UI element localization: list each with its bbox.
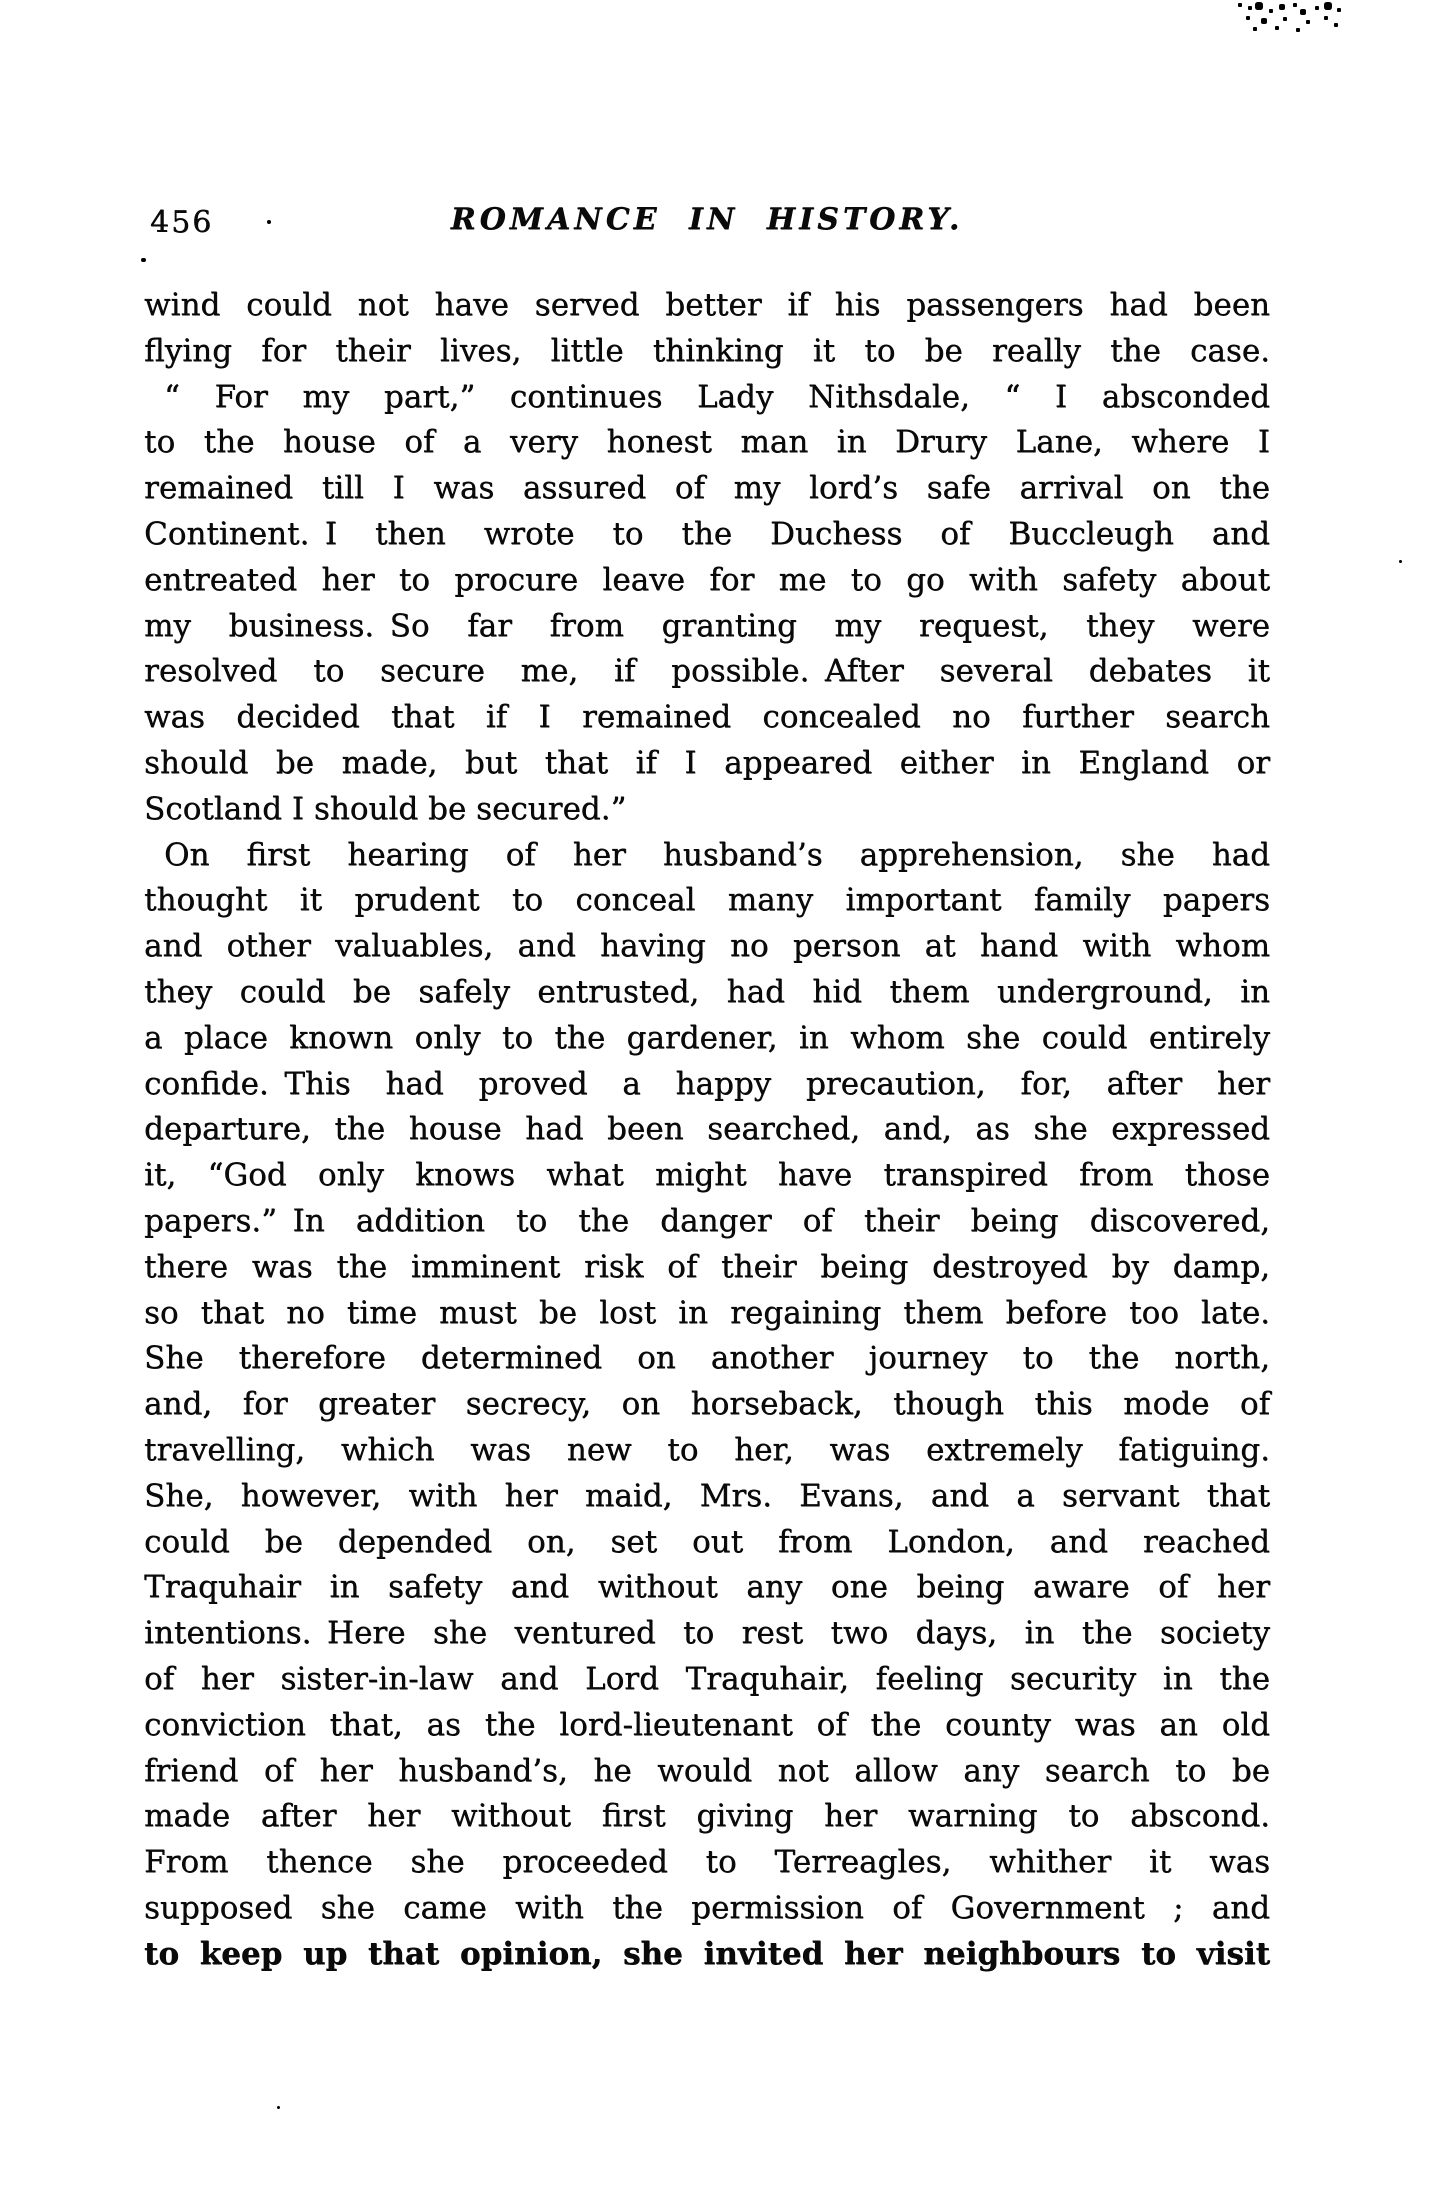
text-line: supposed she came with the permission of Government ; and <box>144 1889 1270 1926</box>
text-line: wind could not have served better if his passengers had been <box>144 287 1270 323</box>
text-line: She therefore determined on another journey to the north, <box>144 1340 1270 1377</box>
text-line: they could be safely entrusted, had hid them underground, in <box>144 973 1270 1010</box>
text-line: confide. This had proved a happy precaution, for, after her <box>144 1065 1270 1102</box>
text-line: so that no time must be lost in regaining them before too late. <box>144 1294 1270 1331</box>
text-line: and, for greater secrecy, on horseback, though this mode of <box>144 1386 1270 1423</box>
text-line: She, however, with her maid, Mrs. Evans, and a servant that <box>144 1477 1270 1514</box>
text-line: thought it prudent to conceal many important family papers <box>144 882 1270 919</box>
text-line: could be depended on, set out from London, and reached <box>144 1523 1270 1560</box>
running-title: ROMANCE IN HISTORY. <box>450 202 964 237</box>
page-body <box>144 283 1270 1977</box>
text-line: “ For my part,” continues Lady Nithsdale, “ I absconded <box>164 378 1270 415</box>
text-line: and other valuables, and having no person at hand with whom <box>144 928 1270 965</box>
text-line: was decided that if I remained concealed no further search <box>144 699 1270 736</box>
text-line: Traquhair in safety and without any one being aware of her <box>144 1569 1270 1606</box>
text-line: remained till I was assured of my lord’s safe arrival on the <box>144 470 1270 507</box>
text-line: made after her without first giving her warning to abscond. <box>144 1798 1270 1835</box>
text-line: to the house of a very honest man in Drury Lane, where I <box>144 424 1270 461</box>
text-line: to keep up that opinion, she invited her neighbours to visit <box>144 1935 1270 1972</box>
scan-speck <box>1399 560 1402 563</box>
text-line: a place known only to the gardener, in whom she could entirely <box>144 1019 1270 1056</box>
text-line: From thence she proceeded to Terreagles, whither it was <box>144 1844 1270 1881</box>
text-line: Scotland I should be secured.” <box>144 790 627 827</box>
scan-speck <box>141 258 146 262</box>
text-line: resolved to secure me, if possible. After several debates it <box>144 653 1270 690</box>
text-line: travelling, which was new to her, was extremely fatiguing. <box>144 1431 1270 1468</box>
text-line: papers.” In addition to the danger of their being discovered, <box>144 1202 1270 1239</box>
text-line: entreated her to procure leave for me to go with safety about <box>144 561 1270 598</box>
scan-speck <box>267 220 271 224</box>
text-line: On first hearing of her husband’s apprehension, she had <box>164 836 1270 873</box>
page-header <box>144 199 1270 241</box>
scan-speck <box>277 2106 280 2109</box>
text-line: intentions. Here she ventured to rest two days, in the society <box>144 1615 1270 1652</box>
scan-noise-top-right <box>1238 3 1242 7</box>
text-line: flying for their lives, little thinking it to be really the case. <box>144 332 1270 369</box>
text-line: friend of her husband’s, he would not allow any search to be <box>144 1752 1270 1789</box>
text-line: there was the imminent risk of their being destroyed by damp, <box>144 1248 1270 1285</box>
text-line: it, “God only knows what might have transpired from those <box>144 1157 1270 1194</box>
text-line: my business. So far from granting my request, they were <box>144 607 1270 644</box>
page-number: 456 <box>150 205 214 240</box>
text-line: of her sister-in-law and Lord Traquhair, feeling security in the <box>144 1660 1270 1697</box>
text-line: departure, the house had been searched, and, as she expressed <box>144 1111 1270 1148</box>
text-line: should be made, but that if I appeared either in England or <box>144 744 1270 781</box>
text-line: Continent. I then wrote to the Duchess of Buccleugh and <box>144 515 1270 552</box>
text-line: conviction that, as the lord-lieutenant of the county was an old <box>144 1706 1270 1743</box>
